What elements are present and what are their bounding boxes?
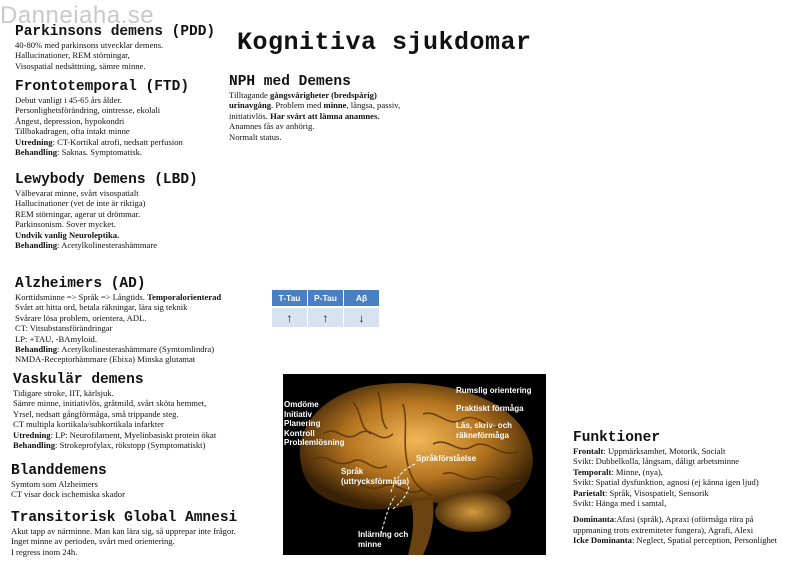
- funktioner-row: Temporalt: Minne, (nya),: [573, 466, 663, 477]
- section-tga: [11, 510, 237, 557]
- brain-label-frontal: Omdöme Initiativ Planering Kontroll Problemlösning: [284, 400, 345, 447]
- funktioner-row: Svikt: Hänga med i samtal,: [573, 498, 667, 509]
- brain-illustration: [283, 374, 546, 555]
- heading-nph: NPH med Demens: [229, 74, 351, 90]
- lbd-behandling: Behandling: Acetylkolinesterashämmare: [15, 240, 158, 251]
- heading-lbd: Lewybody Demens (LBD): [15, 172, 198, 188]
- alzheimers-line: Svårare lösa problem, orientera, ADL.: [15, 312, 147, 323]
- heading-tga: Transitorisk Global Amnesi: [11, 510, 238, 526]
- funktioner-dominanta-cont: uppmaning trots extremiteter fungera), Agrafi, Alexi: [573, 524, 754, 535]
- table-cell: ↑: [272, 307, 308, 327]
- lbd-line: Välbevarat minne, svårt visospatialt: [15, 188, 139, 198]
- tga-line: Akut tapp av närminne. Man kan lära sig, så upprepar inte frågor.: [11, 526, 236, 536]
- section-alzheimers: [15, 276, 221, 365]
- alzheimers-line: Korttidsminne => Språk => Långtids. Temporalorienterad: [15, 292, 222, 302]
- blanddemens-line: CT visar dock ischemiska skador: [11, 489, 125, 500]
- vaskular-line: CT multipla kortikala/subkortikala infarkter: [13, 419, 164, 430]
- ftd-line: Ångest, depression, hypokondri: [15, 115, 125, 126]
- section-ftd: [15, 79, 189, 157]
- nph-line: Tilltagande gångsvårigheter (bredspårig): [229, 90, 377, 100]
- blanddemens-line: Symtom som Alzheimers: [11, 479, 98, 489]
- ftd-line: Tillbakadragen, ofta intakt minne: [15, 126, 130, 137]
- table-header: Aβ: [344, 290, 380, 307]
- brain-label-sprak: Språk (uttrycksförmåga): [341, 467, 410, 486]
- section-funktioner: [573, 430, 777, 546]
- heading-alzheimers: Alzheimers (AD): [15, 276, 146, 292]
- brain-label-praktiskt: Praktiskt förmåga: [456, 404, 524, 413]
- tga-line: Inget minne av perioden, svårt med orientering.: [11, 536, 175, 547]
- alzheimers-line: Svårt att hitta ord, betala räkningar, lära sig teknik: [15, 302, 188, 313]
- brain-label-rumslig: Rumslig orientering: [456, 386, 532, 395]
- section-vaskular: [13, 372, 216, 450]
- parkinsons-line: Hallucinationer, REM störningar,: [15, 50, 130, 61]
- heading-vaskular: Vaskulär demens: [13, 372, 144, 388]
- heading-blanddemens: Blanddemens: [11, 463, 107, 479]
- table-header: T-Tau: [272, 290, 308, 307]
- table-cell: ↓: [344, 307, 380, 327]
- nph-line: initiativlös. Har svårt att lämna anamnes.: [229, 110, 380, 121]
- lbd-warning: Undvik vanlig Neuroleptika.: [15, 229, 120, 240]
- ftd-utredning: Utredning: CT-Kortikal atrofi, nedsatt perfusion: [15, 136, 183, 147]
- vaskular-utredning: Utredning: LP: Neurofilament, Myelinbasiskt protein ökat: [13, 429, 217, 440]
- table-cell: ↑: [308, 307, 344, 327]
- ftd-line: Debut vanligt i 45-65 års ålder.: [15, 95, 122, 105]
- section-parkinsons: [15, 24, 215, 71]
- alzheimers-line: NMDA-Receptorhämmare (Ebixa) Minska glutamat: [15, 354, 196, 365]
- ftd-line: Personlighetsförändring, ointresse, ekolali: [15, 105, 161, 116]
- brain-label-inlarning: Inlärning och minne: [358, 530, 409, 549]
- funktioner-row: Frontalt: Uppmärksamhet, Motorik, Socialt: [573, 446, 726, 456]
- page-title: Kognitiva sjukdomar: [237, 28, 532, 57]
- section-blanddemens: [11, 463, 125, 500]
- vaskular-line: Tidigare stroke, IIT, kärlsjuk.: [13, 388, 114, 398]
- parkinsons-line: Visospatial nedsättning, sämre minne.: [15, 60, 146, 71]
- vaskular-behandling: Behandling: Strokeprofylax, rökstopp (Symptomatiskt): [13, 440, 206, 451]
- biomarker-table: [272, 290, 380, 327]
- vaskular-line: Yrsel, nedsatt gångförmåga, små trippande steg.: [13, 408, 179, 419]
- watermark: Danneiaha.se: [0, 2, 155, 29]
- funktioner-row: Parietalt: Språk, Visospatielt, Sensorik: [573, 487, 709, 498]
- nph-line: Anamnes fås av anhörig.: [229, 121, 315, 132]
- heading-funktioner: Funktioner: [573, 430, 661, 446]
- alzheimers-line: LP: +TAU, -BAmyloid.: [15, 333, 97, 344]
- ftd-behandling: Behandling: Saknas. Symptomatisk.: [15, 147, 143, 158]
- section-lbd: [15, 172, 198, 250]
- brain-label-las: Läs, skriv- och räkneförmåga: [456, 421, 513, 440]
- heading-ftd: Frontotemporal (FTD): [15, 79, 190, 95]
- brain-label-sprakforstaelse: Språkförståelse: [416, 454, 477, 463]
- vaskular-line: Sämre minne, initiativlös, gråtmild, svårt sköta hemmet,: [13, 398, 207, 409]
- funktioner-row: Svikt: Spatial dysfunktion, agnosi (ej känna igen ljud): [573, 477, 759, 488]
- alzheimers-behandling: Behandling: Acetylkolinesterashämmare (Symtomlindra): [15, 344, 215, 355]
- funktioner-icke-dominanta: Icke Dominanta: Neglect, Spatial perception, Personlighet: [573, 535, 778, 546]
- heading-parkinsons: Parkinsons demens (PDD): [15, 24, 216, 40]
- lbd-line: Hallucinationer (vet de inte är riktiga): [15, 198, 146, 209]
- lbd-line: REM störningar, agerar ut drömmar.: [15, 208, 141, 219]
- tga-line: I regress inom 24h.: [11, 546, 78, 557]
- nph-line: urinavgång. Problem med minne, långsa, passiv,: [229, 100, 401, 111]
- nph-line: Normalt status.: [229, 131, 282, 142]
- funktioner-dominanta: Dominanta:Afasi (språk), Apraxi (oförmåga röra på: [573, 514, 754, 525]
- table-header: P-Tau: [308, 290, 344, 307]
- funktioner-row: Svikt: Dubbelkolla, långsam, dåligt arbetsminne: [573, 456, 740, 467]
- section-nph: [229, 74, 400, 142]
- alzheimers-line: CT: Vitsubstansförändringar: [15, 323, 113, 334]
- lbd-line: Parkinsonism. Sover mycket.: [15, 219, 116, 230]
- parkinsons-line: 40-80% med parkinsons utvecklar demens.: [15, 40, 164, 50]
